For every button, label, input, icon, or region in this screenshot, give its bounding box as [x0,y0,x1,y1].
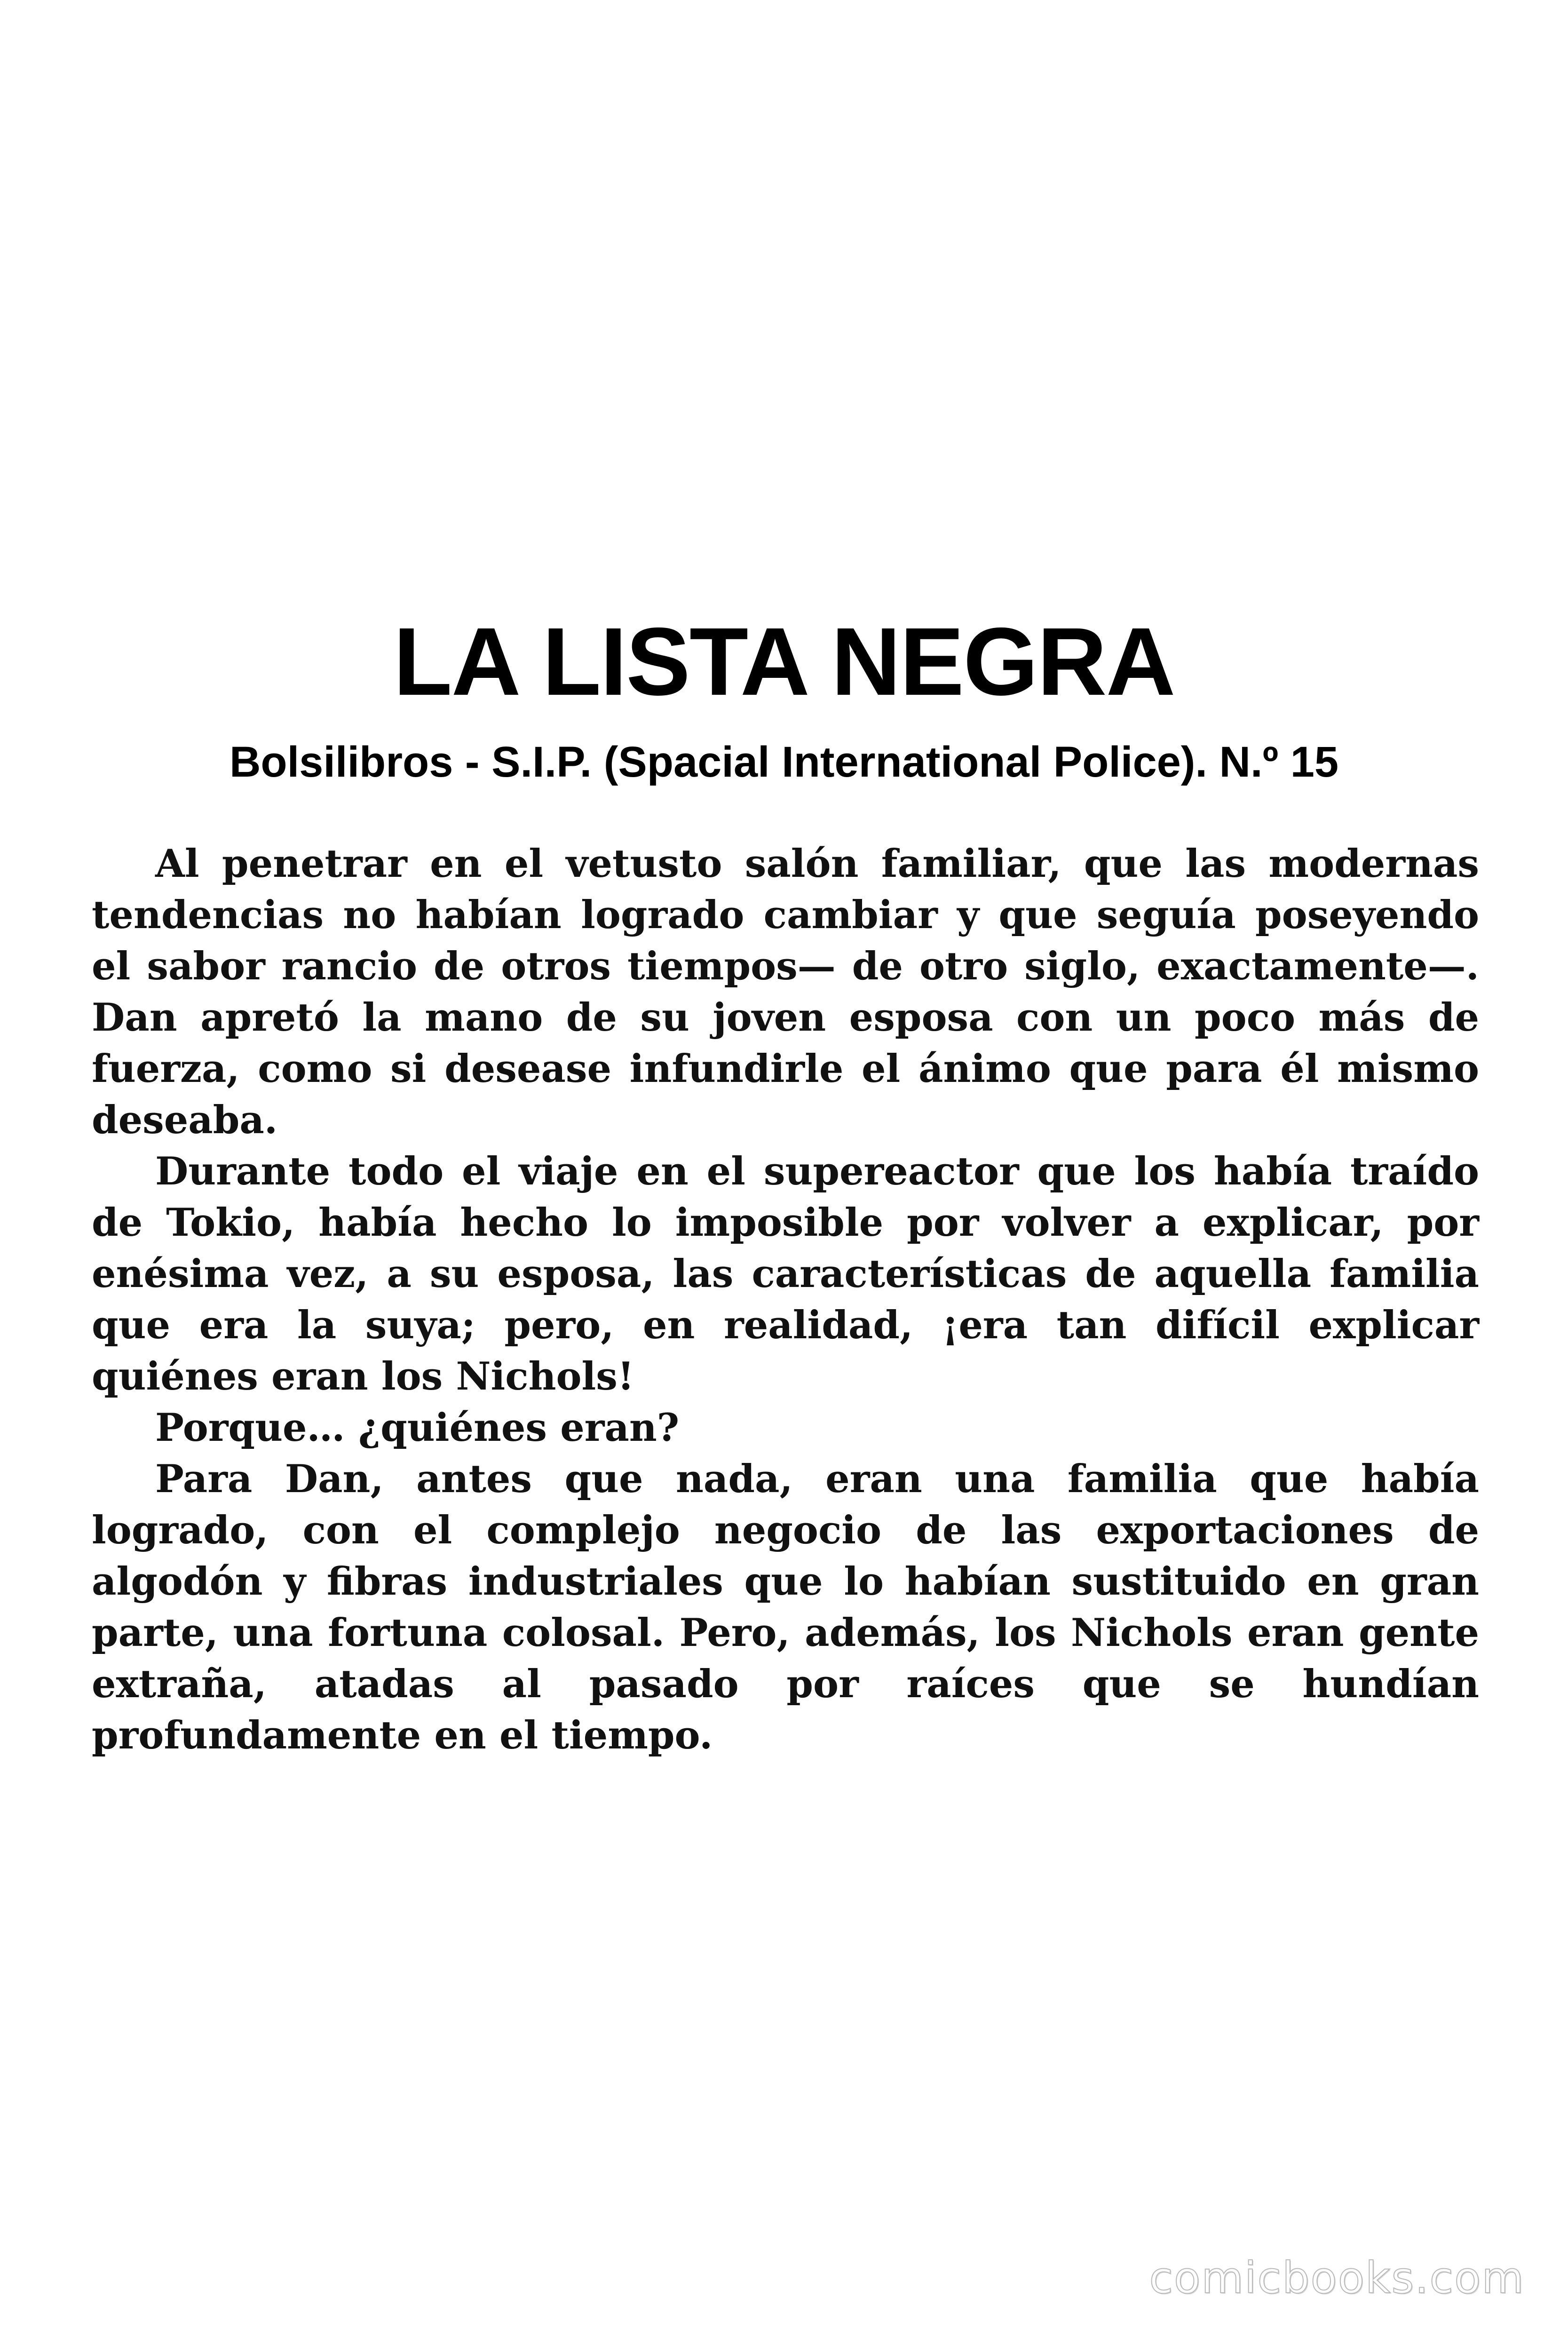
paragraph: Durante todo el viaje en el supereactor que los había traído de Tokio, había hecho lo imposible por volver a explicar, por enésima vez, a su esposa, las características de aquella familia que era la suya; pero, en realidad, ¡era tan difícil explicar quiénes eran los Nichols! [92,1149,1479,1399]
body-text [92,838,1479,1761]
paragraph: Para Dan, antes que nada, eran una familia que había logrado, con el complejo negocio de las exportaciones de algodón y fibras industriales que lo habían sustituido en gran parte, una fortuna colosal. Pero, además, los Nichols eran gente extraña, atadas al pasado por raíces que se hundían profundamente en el tiempo. [92,1457,1479,1758]
book-title: LA LISTA NEGRA [393,608,1175,716]
paragraph: Al penetrar en el vetusto salón familiar, que las modernas tendencias no habían logrado cambiar y que seguía poseyendo el sabor rancio de otros tiempos— de otro siglo, exactamente—. Dan apretó la mano de su joven esposa con un poco más de fuerza, como si desease infundirle el ánimo que para él mismo deseaba. [92,842,1479,1143]
watermark: comicbooks.com [1149,2253,1525,2303]
series-subtitle: Bolsilibros - S.I.P. (Spacial International Police). N.º 15 [229,738,1339,786]
paragraph: Porque… ¿quiénes eran? [155,1406,680,1450]
